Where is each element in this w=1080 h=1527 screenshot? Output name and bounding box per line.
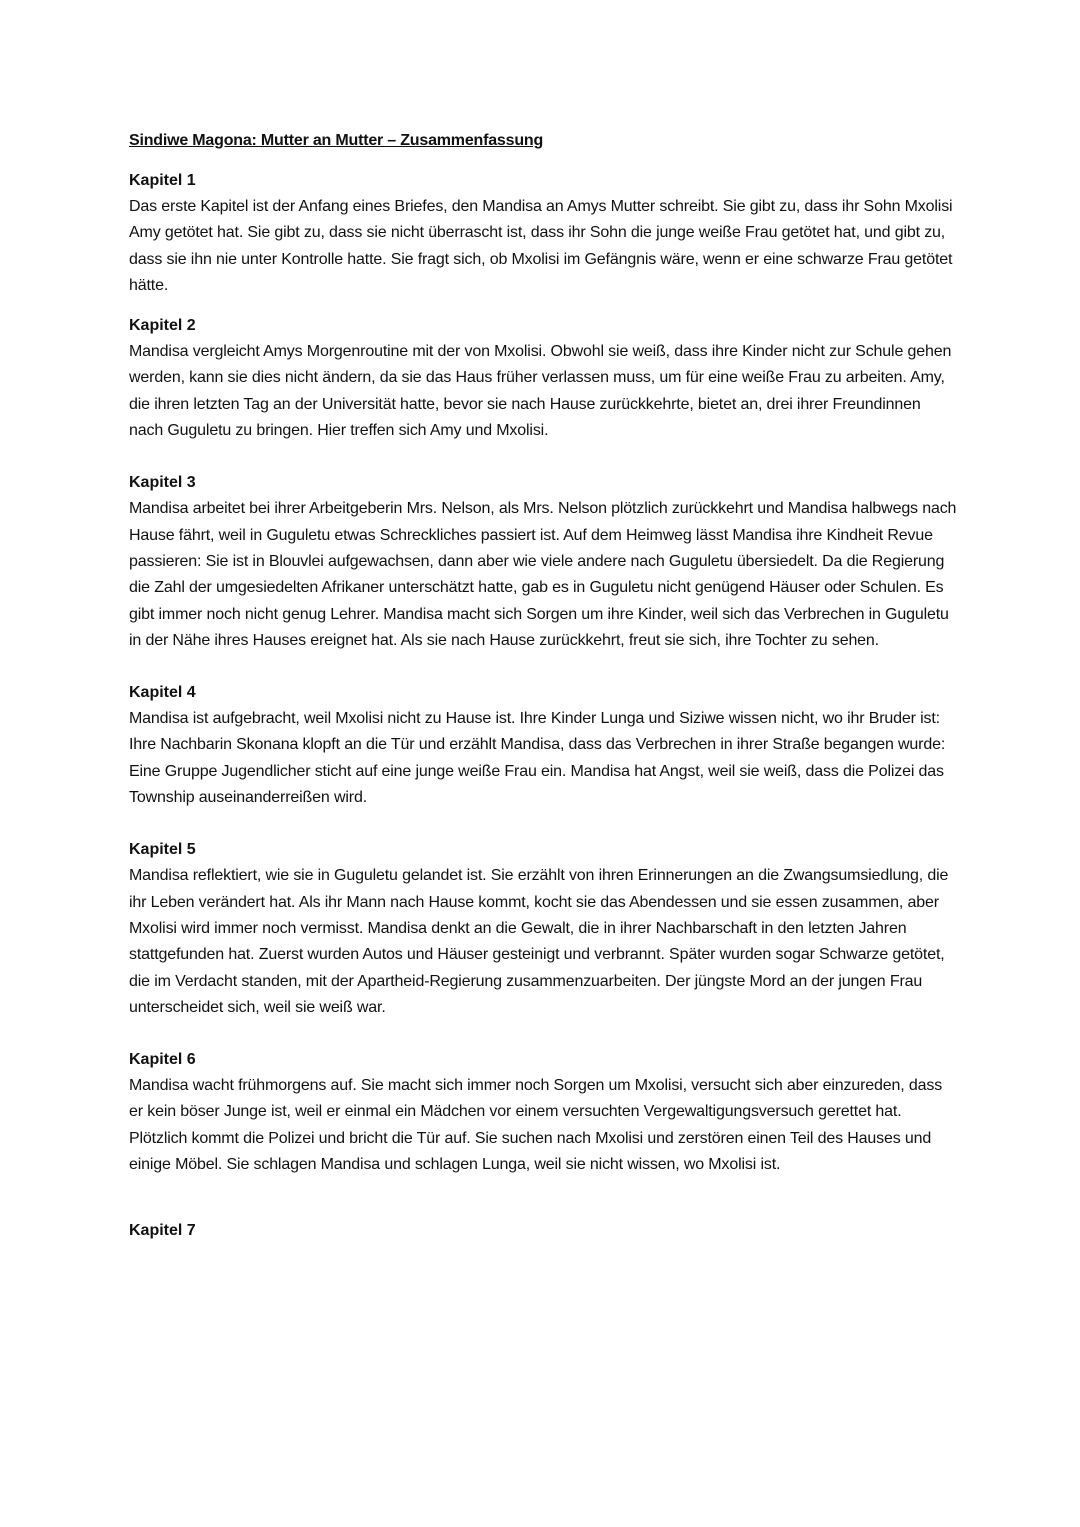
chapter-heading: Kapitel 7 bbox=[129, 1222, 196, 1240]
chapter-heading: Kapitel 1 bbox=[129, 172, 196, 189]
chapter-text: Mandisa vergleicht Amys Morgenroutine mit der von Mxolisi. Obwohl sie weiß, dass ihre Kinder nicht zur Schule gehen werden, kann sie dies nicht ändern, da sie das Haus früher verlassen muss, um für eine weiße Frau zu arbeiten. Amy, die ihren letzten Tag an der Universität hatte, bevor sie nach Hause zurückkehrte, bietet an, drei ihrer Freundinnen nach Guguletu zu bringen. Hier treffen sich Amy und Mxolisi. bbox=[129, 343, 952, 440]
chapter-heading: Kapitel 2 bbox=[129, 317, 196, 335]
chapter-3 bbox=[129, 470, 959, 654]
chapter-text: Mandisa ist aufgebracht, weil Mxolisi nicht zu Hause ist. Ihre Kinder Lunga und Siziwe wissen nicht, wo ihr Bruder ist: Ihre Nachbarin Skonana klopft an die Tür und erzählt Mandisa, dass das Verbrechen in ihrer Straße begangen wurde: Eine Gruppe Jugendlicher sticht auf eine junge weiße Frau ein. Mandisa hat Angst, weil sie weiß, dass die Polizei das Township auseinanderreißen wird. bbox=[129, 710, 946, 807]
document-title: Sindiwe Magona: Mutter an Mutter – Zusammenfassung bbox=[129, 132, 544, 149]
chapter-1 bbox=[129, 168, 959, 299]
document-page bbox=[129, 128, 959, 1244]
chapter-text: Mandisa wacht frühmorgens auf. Sie macht sich immer noch Sorgen um Mxolisi, versucht sich aber einzureden, dass er kein böser Junge ist, weil er einmal ein Mädchen vor einem versuchten Vergewaltigungsversuch gerettet hat. Plötzlich kommt die Polizei und bricht die Tür auf. Sie suchen nach Mxolisi und zerstören einen Teil des Hauses und einige Möbel. Sie schlagen Mandisa und schlagen Lunga, weil sie nicht wissen, wo Mxolisi ist. bbox=[129, 1077, 943, 1174]
chapter-heading: Kapitel 4 bbox=[129, 684, 196, 702]
chapter-4 bbox=[129, 680, 959, 811]
chapter-text: Mandisa reflektiert, wie sie in Guguletu gelandet ist. Sie erzählt von ihren Erinnerungen an die Zwangsumsiedlung, die ihr Leben verändert hat. Als ihr Mann nach Hause kommt, kocht sie das Abendessen und sie essen zusammen, aber Mxolisi wird immer noch vermisst. Mandisa denkt an die Gewalt, die in ihrer Nachbarschaft in den letzten Jahren stattgefunden hat. Zuerst wurden Autos und Häuser gesteinigt und verbrannt. Später wurden sogar Schwarze getötet, die im Verdacht standen, mit der Apartheid-Regierung zusammenzuarbeiten. Der jüngste Mord an der jungen Frau unterscheidet sich, weil sie weiß war. bbox=[129, 867, 949, 1016]
chapter-7 bbox=[129, 1218, 959, 1244]
chapter-heading: Kapitel 6 bbox=[129, 1051, 196, 1069]
chapter-2 bbox=[129, 313, 959, 444]
chapter-heading: Kapitel 3 bbox=[129, 474, 196, 492]
chapter-heading: Kapitel 5 bbox=[129, 841, 196, 859]
chapter-6 bbox=[129, 1047, 959, 1178]
chapter-text: Das erste Kapitel ist der Anfang eines Briefes, den Mandisa an Amys Mutter schreibt. Sie gibt zu, dass ihr Sohn Mxolisi Amy getötet hat. Sie gibt zu, dass sie nicht überrascht ist, dass ihr Sohn die junge weiße Frau getötet hat, und gibt zu, dass sie ihn nie unter Kontrolle hatte. Sie fragt sich, ob Mxolisi im Gefängnis wäre, wenn er eine schwarze Frau getötet hätte. bbox=[129, 198, 953, 294]
chapter-5 bbox=[129, 837, 959, 1021]
chapter-text: Mandisa arbeitet bei ihrer Arbeitgeberin Mrs. Nelson, als Mrs. Nelson plötzlich zurückkehrt und Mandisa halbwegs nach Hause fährt, weil in Guguletu etwas Schreckliches passiert ist. Auf dem Heimweg lässt Mandisa ihre Kindheit Revue passieren: Sie ist in Blouvlei aufgewachsen, dann aber wie viele andere nach Guguletu übersiedelt. Da die Regierung die Zahl der umgesiedelten Afrikaner unterschätzt hatte, gab es in Guguletu nicht genügend Häuser oder Schulen. Es gibt immer noch nicht genug Lehrer. Mandisa macht sich Sorgen um ihre Kinder, weil sich das Verbrechen in Guguletu in der Nähe ihres Hauses ereignet hat. Als sie nach Hause zurückkehrt, freut sie sich, ihre Tochter zu sehen. bbox=[129, 500, 957, 649]
